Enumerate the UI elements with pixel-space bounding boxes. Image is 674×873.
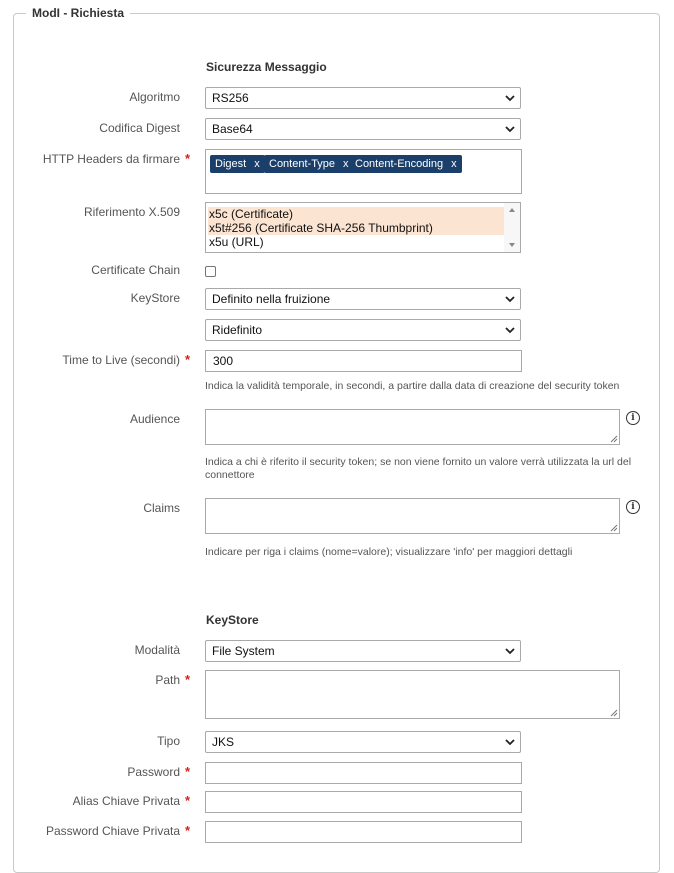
certificate-chain-label: Certificate Chain: [91, 263, 180, 277]
http-headers-multiselect[interactable]: [205, 149, 522, 194]
tag-content-type: [264, 155, 354, 173]
tipo-select[interactable]: [205, 731, 521, 753]
password-label: Password: [127, 765, 180, 779]
resize-handle-icon[interactable]: [610, 709, 618, 717]
algoritmo-label: Algoritmo: [129, 90, 180, 104]
remove-tag-button[interactable]: x: [254, 158, 260, 170]
http-headers-label: HTTP Headers da firmare: [42, 152, 180, 166]
password-chiave-label: Password Chiave Privata: [45, 824, 180, 838]
tipo-label: Tipo: [157, 734, 180, 748]
fieldset-legend: ModI - Richiesta: [26, 6, 130, 20]
option-x5c[interactable]: x5c (Certificate): [208, 207, 505, 221]
chevron-down-icon: [504, 735, 516, 749]
info-icon[interactable]: i: [626, 411, 640, 425]
path-textarea[interactable]: [205, 670, 620, 719]
tipo-value: JKS: [212, 735, 235, 749]
ttl-label: Time to Live (secondi): [62, 353, 180, 367]
info-icon[interactable]: i: [626, 500, 640, 514]
scroll-up-icon[interactable]: [504, 205, 520, 215]
modalita-value: File System: [212, 644, 275, 658]
password-chiave-input[interactable]: [205, 821, 522, 843]
keystore-value: Definito nella fruizione: [212, 292, 331, 306]
keystore-select[interactable]: [205, 288, 521, 310]
alias-label: Alias Chiave Privata: [72, 794, 180, 808]
section-title-sicurezza: Sicurezza Messaggio: [206, 60, 327, 74]
algoritmo-select[interactable]: [205, 87, 521, 109]
audience-label: Audience: [129, 412, 180, 426]
keystore-mode-select[interactable]: [205, 319, 521, 341]
remove-tag-button[interactable]: x: [451, 158, 457, 170]
scroll-down-icon[interactable]: [504, 240, 520, 250]
keystore-mode-value: Ridefinito: [212, 323, 263, 337]
tag-label: Digest: [215, 158, 247, 170]
codifica-digest-label: Codifica Digest: [99, 121, 180, 135]
tag-content-encoding: [350, 155, 462, 173]
codifica-digest-select[interactable]: [205, 118, 521, 140]
required-marker: *: [185, 793, 191, 808]
modalita-label: Modalità: [134, 643, 180, 657]
chevron-down-icon: [504, 292, 516, 306]
listbox-scrollbar[interactable]: [504, 203, 520, 252]
section-title-keystore: KeyStore: [206, 613, 259, 627]
keystore-label: KeyStore: [130, 291, 180, 305]
required-marker: *: [185, 352, 191, 367]
ttl-help: Indica la validità temporale, in secondi, a partire dalla data di creazione del security token: [205, 380, 620, 392]
resize-handle-icon[interactable]: [610, 435, 618, 443]
option-x5t256[interactable]: x5t#256 (Certificate SHA-256 Thumbprint): [208, 221, 505, 235]
certificate-chain-checkbox[interactable]: [205, 266, 216, 277]
audience-textarea[interactable]: [205, 409, 620, 445]
option-x5u[interactable]: x5u (URL): [209, 235, 264, 249]
ttl-input[interactable]: 300: [205, 350, 522, 372]
required-marker: *: [185, 764, 191, 779]
claims-textarea[interactable]: [205, 498, 620, 534]
chevron-down-icon: [504, 644, 516, 658]
modalita-select[interactable]: [205, 640, 521, 662]
tag-label: Content-Type: [269, 158, 336, 170]
codifica-digest-value: Base64: [212, 122, 253, 136]
required-marker: *: [185, 672, 191, 687]
claims-help: Indicare per riga i claims (nome=valore); visualizzare 'info' per maggiori dettagli: [205, 546, 573, 558]
chevron-down-icon: [504, 323, 516, 337]
path-label: Path: [155, 673, 180, 687]
tag-label: Content-Encoding: [355, 158, 444, 170]
audience-help: Indica a chi è riferito il security token; se non viene fornito un valore verrà utilizzata la url del connettore: [205, 456, 632, 481]
resize-handle-icon[interactable]: [610, 524, 618, 532]
algoritmo-value: RS256: [212, 91, 249, 105]
required-marker: *: [185, 151, 191, 166]
chevron-down-icon: [504, 91, 516, 105]
tag-digest: [210, 155, 265, 173]
alias-input[interactable]: [205, 791, 522, 813]
riferimento-listbox[interactable]: [205, 202, 521, 253]
remove-tag-button[interactable]: x: [343, 158, 349, 170]
riferimento-label: Riferimento X.509: [83, 205, 180, 219]
chevron-down-icon: [504, 122, 516, 136]
password-input[interactable]: [205, 762, 522, 784]
required-marker: *: [185, 823, 191, 838]
claims-label: Claims: [143, 501, 180, 515]
